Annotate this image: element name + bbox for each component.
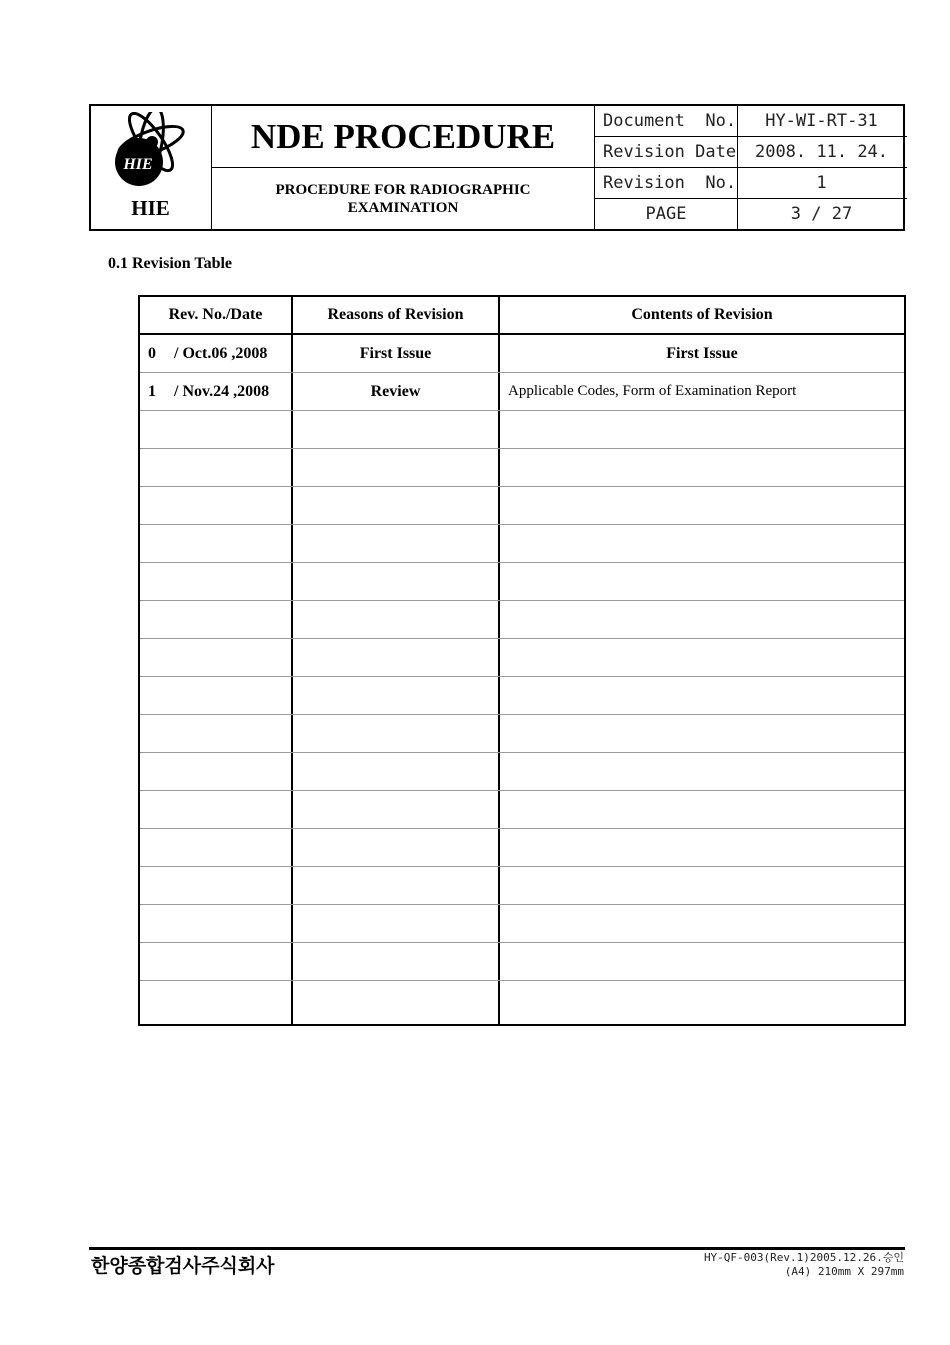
rev-date: / Nov.24 ,2008 — [174, 382, 270, 400]
subtitle-line-2: EXAMINATION — [347, 199, 459, 216]
column-header: Rev. No./Date — [168, 306, 263, 323]
rev-no: 0 — [148, 344, 156, 362]
subtitle-line-1: PROCEDURE FOR RADIOGRAPHIC — [275, 181, 531, 198]
footer-company-name: 한양종합검사주식회사 — [91, 1255, 275, 1277]
empty-table-row — [140, 791, 904, 829]
rev-no-date-cell — [140, 373, 291, 410]
revision-table — [138, 295, 906, 1026]
table-row — [140, 335, 904, 373]
info-label: PAGE — [595, 199, 738, 229]
empty-table-row — [140, 525, 904, 563]
info-label: Document No. — [595, 106, 738, 136]
form-code: HY-QF-003(Rev.1)2005.12.26.승인 — [703, 1251, 904, 1264]
info-row-revision-date — [595, 137, 907, 168]
empty-table-row — [140, 677, 904, 715]
empty-table-row — [140, 563, 904, 601]
info-label: Revision No. — [595, 168, 738, 198]
column-header: Contents of Revision — [631, 306, 773, 323]
empty-table-row — [140, 411, 904, 449]
document-header — [89, 104, 905, 231]
info-value: 1 — [816, 173, 827, 193]
table-header-row — [140, 297, 904, 335]
page-title: NDE PROCEDURE — [212, 106, 595, 168]
empty-table-row — [140, 639, 904, 677]
info-value: HY-WI-RT-31 — [765, 111, 878, 131]
empty-table-row — [140, 905, 904, 943]
empty-table-row — [140, 867, 904, 905]
empty-table-row — [140, 943, 904, 981]
logo-cell — [91, 106, 212, 229]
logo-mark-text: HIE — [123, 156, 153, 173]
section-title: 0.1 Revision Table — [108, 255, 233, 272]
procedure-subtitle — [212, 168, 595, 229]
info-label: Revision Date — [595, 137, 738, 167]
rev-date: / Oct.06 ,2008 — [174, 344, 268, 362]
info-row-page — [595, 199, 907, 229]
atom-logo-icon — [109, 112, 193, 196]
table-row — [140, 373, 904, 411]
column-header: Reasons of Revision — [327, 306, 464, 323]
footer-divider — [89, 1247, 905, 1250]
footer-form-info — [704, 1251, 904, 1279]
rev-no-date-cell — [140, 335, 291, 372]
contents-cell: First Issue — [666, 344, 738, 362]
empty-table-row — [140, 715, 904, 753]
empty-table-row — [140, 487, 904, 525]
info-value: 2008. 11. 24. — [754, 142, 889, 162]
empty-table-row — [140, 753, 904, 791]
info-row-revision-no — [595, 168, 907, 199]
empty-table-row — [140, 449, 904, 487]
reason-cell: Review — [370, 382, 421, 400]
info-row-document-no — [595, 106, 907, 137]
reason-cell: First Issue — [359, 344, 432, 362]
rev-no: 1 — [148, 382, 156, 400]
contents-cell: Applicable Codes, Form of Examination Report — [508, 383, 797, 399]
logo-name: HIE — [131, 196, 170, 220]
empty-table-row — [140, 829, 904, 867]
paper-size: (A4) 210mm X 297mm — [784, 1265, 904, 1278]
info-value: 3 / 27 — [790, 204, 853, 224]
empty-table-row — [140, 601, 904, 639]
